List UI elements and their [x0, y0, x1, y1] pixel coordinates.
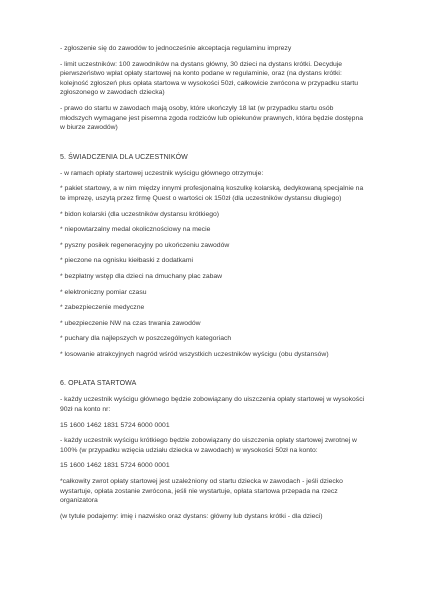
rules-paragraph-acceptance: - zgłoszenie się do zawodów to jednocześnie akceptacja regulaminu imprezy	[60, 45, 292, 52]
benefit-item: * zabezpieczenie medyczne	[60, 304, 145, 312]
benefit-item: * niepowtarzalny medal okolicznościowy na mecie	[60, 226, 211, 234]
transfer-title-note: (w tytule podajemy: imię i nazwisko oraz dystans: główny lub dystans krótki - dla dzieci)	[60, 512, 323, 520]
section-6-entry-fee	[60, 379, 372, 521]
bank-account-number: 15 1600 1462 1831 5724 6000 0001	[60, 421, 170, 429]
benefit-item: * ubezpieczenie NW na czas trwania zawodów	[60, 319, 201, 327]
section-6-heading: 6. OPŁATA STARTOWA	[60, 380, 137, 388]
benefit-item: * pyszny posiłek regeneracyjny po ukończeniu zawodów	[60, 241, 230, 249]
rules-paragraph-age-requirement: - prawo do startu w zawodach mają osoby, które ukończyły 18 lat (w przypadku startu osób młodszych wymagane jest pisemna zgoda rodziców lub opiekunów prawnych, która będzie dostępna w biurze zawodów)	[60, 104, 364, 132]
section-5-heading: 5. ŚWIADCZENIA DLA UCZESTNIKÓW	[60, 153, 188, 161]
benefit-item: * pakiet startowy, a w nim między innymi profesjonalną koszulkę kolarską, dedykowaną specjalnie na te imprezę, uszytą przez firmę Quest o wartości ok 150zł (dla uczestników dystansu długiego)	[60, 185, 364, 202]
benefit-item: * losowanie atrakcyjnych nagród wśród wszystkich uczestników wyścigu (obu dystansów)	[60, 350, 329, 358]
rules-paragraph-participant-limit: - limit uczestników: 100 zawodników na dystans główny, 30 dzieci na dystans krótki. Decyduje pierwszeństwo wpłat opłaty startowej na konto podane w regulaminie, oraz (na dystans krótki: kolejność zgłoszeń plus opłata startowa w wysokości 50zł, całkowicie zwrócona w przypadku startu zgłoszonego w zawodach dziecka)	[60, 60, 359, 97]
benefit-item: * pieczone na ognisku kiełbaski z dodatkami	[60, 257, 193, 265]
bank-account-number: 15 1600 1462 1831 5724 6000 0001	[60, 462, 170, 470]
section-5-benefits	[60, 153, 372, 360]
benefits-intro: - w ramach opłaty startowej uczestnik wyścigu głównego otrzymuje:	[60, 169, 264, 177]
benefit-item: * bezpłatny wstęp dla dzieci na dmuchany plac zabaw	[60, 272, 223, 280]
benefit-item: * puchary dla najlepszych w poszczególnych kategoriach	[60, 335, 232, 343]
fee-main-race: - każdy uczestnik wyścigu głównego będzie zobowiązany do uiszczenia opłaty startowej w wysokości 90zł na konto nr:	[60, 396, 365, 414]
fee-short-race: - każdy uczestnik wyścigu krótkiego będzie zobowiązany do uiszczenia opłaty startowej zwrotnej w 100% (w przypadku wzięcia udziału dziecka w zawodach) w wysokości 50zł na konto:	[60, 437, 357, 454]
benefit-item: * elektroniczny pomiar czasu	[60, 288, 147, 296]
section-4-rules	[60, 44, 372, 133]
benefit-item: * bidon kolarski (dla uczestników dystansu krótkiego)	[60, 210, 220, 218]
refund-note: *całkowity zwrot opłaty startowej jest uzależniony od startu dziecka w zawodach - jeśli dziecko wystartuje, opłata zostanie zwrócona, jeśli nie wystartuje, opłata startowa przepada na rzecz organizatora	[60, 478, 343, 505]
